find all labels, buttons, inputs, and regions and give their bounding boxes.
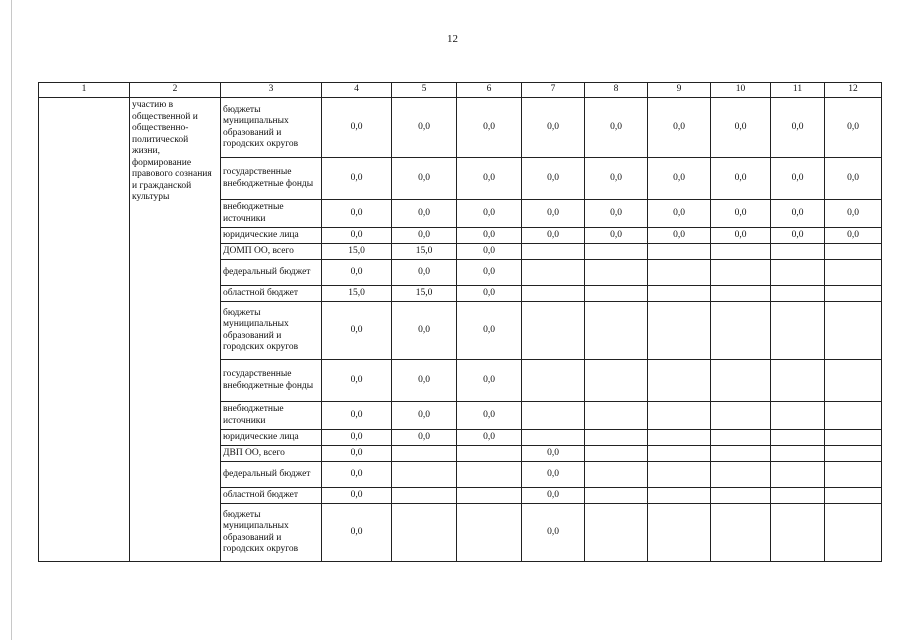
cell-value-col6: 0,0 xyxy=(457,286,522,302)
budget-table xyxy=(38,82,882,562)
cell-value-col7 xyxy=(522,286,585,302)
cell-value-col4: 0,0 xyxy=(322,302,392,360)
cell-value-col11: 0,0 xyxy=(771,228,825,244)
cell-value-col10 xyxy=(711,402,771,430)
cell-value-col4: 0,0 xyxy=(322,200,392,228)
cell-value-col12: 0,0 xyxy=(825,200,882,228)
cell-funding-source: бюджеты муниципальных образований и городских округов xyxy=(221,302,322,360)
cell-value-col4: 0,0 xyxy=(322,360,392,402)
cell-value-col7: 0,0 xyxy=(522,488,585,504)
scan-edge-line xyxy=(11,0,12,640)
cell-value-col8: 0,0 xyxy=(585,200,648,228)
cell-value-col6 xyxy=(457,504,522,562)
cell-value-col7: 0,0 xyxy=(522,446,585,462)
cell-value-col5 xyxy=(392,446,457,462)
cell-value-col5: 0,0 xyxy=(392,98,457,158)
cell-event-description: участию в общественной и общественно-политической жизни, формирование правового сознания и гражданской культуры xyxy=(130,98,221,562)
cell-value-col12 xyxy=(825,488,882,504)
cell-value-col11 xyxy=(771,488,825,504)
cell-value-col12 xyxy=(825,402,882,430)
cell-value-col9 xyxy=(648,488,711,504)
cell-value-col11 xyxy=(771,260,825,286)
cell-value-col12 xyxy=(825,244,882,260)
cell-value-col7: 0,0 xyxy=(522,462,585,488)
cell-value-col5: 15,0 xyxy=(392,244,457,260)
cell-value-col8 xyxy=(585,260,648,286)
cell-value-col7 xyxy=(522,244,585,260)
cell-value-col12 xyxy=(825,430,882,446)
col-header-2: 2 xyxy=(130,83,221,98)
cell-value-col11: 0,0 xyxy=(771,200,825,228)
cell-funding-source: внебюджетные источники xyxy=(221,200,322,228)
cell-value-col12 xyxy=(825,504,882,562)
cell-value-col10 xyxy=(711,488,771,504)
cell-funding-source: государственные внебюджетные фонды xyxy=(221,360,322,402)
cell-value-col11 xyxy=(771,402,825,430)
cell-value-col5: 0,0 xyxy=(392,260,457,286)
cell-value-col10: 0,0 xyxy=(711,200,771,228)
cell-value-col7 xyxy=(522,260,585,286)
cell-value-col9: 0,0 xyxy=(648,98,711,158)
cell-value-col6 xyxy=(457,462,522,488)
cell-funding-source: юридические лица xyxy=(221,430,322,446)
cell-value-col5: 0,0 xyxy=(392,200,457,228)
cell-value-col10 xyxy=(711,446,771,462)
cell-value-col5: 15,0 xyxy=(392,286,457,302)
col-header-4: 4 xyxy=(322,83,392,98)
cell-value-col6: 0,0 xyxy=(457,98,522,158)
cell-value-col9 xyxy=(648,360,711,402)
cell-value-col4: 15,0 xyxy=(322,286,392,302)
cell-value-col5: 0,0 xyxy=(392,158,457,200)
cell-value-col12 xyxy=(825,462,882,488)
header-row xyxy=(39,83,882,98)
cell-value-col9 xyxy=(648,302,711,360)
cell-value-col9 xyxy=(648,286,711,302)
cell-funding-source: федеральный бюджет xyxy=(221,260,322,286)
cell-value-col4: 0,0 xyxy=(322,488,392,504)
col-header-11: 11 xyxy=(771,83,825,98)
cell-value-col8 xyxy=(585,504,648,562)
cell-value-col4: 0,0 xyxy=(322,446,392,462)
cell-value-col5 xyxy=(392,462,457,488)
cell-value-col5: 0,0 xyxy=(392,402,457,430)
cell-value-col9 xyxy=(648,504,711,562)
cell-value-col8 xyxy=(585,402,648,430)
cell-value-col9 xyxy=(648,244,711,260)
cell-funding-source: бюджеты муниципальных образований и городских округов xyxy=(221,504,322,562)
cell-value-col9: 0,0 xyxy=(648,228,711,244)
cell-value-col11: 0,0 xyxy=(771,98,825,158)
cell-value-col12: 0,0 xyxy=(825,158,882,200)
cell-value-col6: 0,0 xyxy=(457,430,522,446)
cell-value-col9 xyxy=(648,462,711,488)
col-header-9: 9 xyxy=(648,83,711,98)
cell-value-col12 xyxy=(825,260,882,286)
cell-value-col5: 0,0 xyxy=(392,302,457,360)
cell-value-col12 xyxy=(825,302,882,360)
cell-value-col10: 0,0 xyxy=(711,228,771,244)
col-header-3: 3 xyxy=(221,83,322,98)
cell-value-col6 xyxy=(457,446,522,462)
cell-value-col6: 0,0 xyxy=(457,228,522,244)
cell-value-col4: 0,0 xyxy=(322,228,392,244)
cell-value-col10 xyxy=(711,286,771,302)
cell-value-col7: 0,0 xyxy=(522,504,585,562)
col-header-10: 10 xyxy=(711,83,771,98)
cell-value-col6: 0,0 xyxy=(457,244,522,260)
cell-funding-source: бюджеты муниципальных образований и городских округов xyxy=(221,98,322,158)
cell-funding-source: ДОМП ОО, всего xyxy=(221,244,322,260)
cell-funding-source: федеральный бюджет xyxy=(221,462,322,488)
cell-value-col11 xyxy=(771,446,825,462)
cell-value-col4: 15,0 xyxy=(322,244,392,260)
col-header-8: 8 xyxy=(585,83,648,98)
cell-value-col11: 0,0 xyxy=(771,158,825,200)
col-header-7: 7 xyxy=(522,83,585,98)
cell-value-col9 xyxy=(648,260,711,286)
cell-value-col5 xyxy=(392,504,457,562)
cell-value-col11 xyxy=(771,302,825,360)
cell-value-col7 xyxy=(522,302,585,360)
cell-value-col12 xyxy=(825,286,882,302)
cell-value-col10 xyxy=(711,430,771,446)
cell-value-col8: 0,0 xyxy=(585,98,648,158)
cell-value-col10 xyxy=(711,462,771,488)
cell-value-col4: 0,0 xyxy=(322,462,392,488)
cell-value-col4: 0,0 xyxy=(322,430,392,446)
cell-value-col7 xyxy=(522,430,585,446)
cell-value-col4: 0,0 xyxy=(322,402,392,430)
cell-value-col6: 0,0 xyxy=(457,302,522,360)
cell-value-col8 xyxy=(585,286,648,302)
cell-value-col8 xyxy=(585,302,648,360)
cell-value-col12: 0,0 xyxy=(825,98,882,158)
cell-funding-source: внебюджетные источники xyxy=(221,402,322,430)
cell-value-col8 xyxy=(585,462,648,488)
cell-value-col11 xyxy=(771,286,825,302)
cell-value-col7 xyxy=(522,402,585,430)
cell-funding-source: областной бюджет xyxy=(221,488,322,504)
table-row xyxy=(39,98,882,158)
cell-value-col9 xyxy=(648,430,711,446)
cell-value-col12 xyxy=(825,360,882,402)
cell-value-col6: 0,0 xyxy=(457,402,522,430)
cell-value-col4: 0,0 xyxy=(322,260,392,286)
cell-value-col7: 0,0 xyxy=(522,200,585,228)
page-number: 12 xyxy=(447,33,458,45)
cell-value-col8 xyxy=(585,446,648,462)
cell-value-col9 xyxy=(648,446,711,462)
cell-value-col9: 0,0 xyxy=(648,200,711,228)
cell-value-col5: 0,0 xyxy=(392,360,457,402)
cell-value-col11 xyxy=(771,462,825,488)
col-header-6: 6 xyxy=(457,83,522,98)
cell-value-col12 xyxy=(825,446,882,462)
cell-value-col6: 0,0 xyxy=(457,200,522,228)
col-header-12: 12 xyxy=(825,83,882,98)
cell-funding-source: юридические лица xyxy=(221,228,322,244)
cell-value-col4: 0,0 xyxy=(322,504,392,562)
cell-value-col8 xyxy=(585,244,648,260)
cell-value-col6: 0,0 xyxy=(457,260,522,286)
cell-value-col8 xyxy=(585,360,648,402)
cell-value-col10 xyxy=(711,504,771,562)
cell-funding-source: ДВП ОО, всего xyxy=(221,446,322,462)
cell-value-col10 xyxy=(711,244,771,260)
cell-value-col8 xyxy=(585,430,648,446)
cell-value-col8: 0,0 xyxy=(585,158,648,200)
cell-value-col10 xyxy=(711,302,771,360)
cell-value-col10: 0,0 xyxy=(711,158,771,200)
cell-value-col5: 0,0 xyxy=(392,228,457,244)
cell-value-col10 xyxy=(711,260,771,286)
cell-value-col7: 0,0 xyxy=(522,98,585,158)
cell-value-col6 xyxy=(457,488,522,504)
cell-value-col11 xyxy=(771,360,825,402)
cell-value-col7: 0,0 xyxy=(522,158,585,200)
cell-value-col5 xyxy=(392,488,457,504)
cell-value-col11 xyxy=(771,430,825,446)
cell-value-col12: 0,0 xyxy=(825,228,882,244)
cell-value-col10: 0,0 xyxy=(711,98,771,158)
cell-value-col8: 0,0 xyxy=(585,228,648,244)
cell-value-col7: 0,0 xyxy=(522,228,585,244)
cell-value-col8 xyxy=(585,488,648,504)
cell-value-col9: 0,0 xyxy=(648,158,711,200)
cell-value-col4: 0,0 xyxy=(322,158,392,200)
col-header-5: 5 xyxy=(392,83,457,98)
cell-funding-source: областной бюджет xyxy=(221,286,322,302)
cell-value-col4: 0,0 xyxy=(322,98,392,158)
cell-value-col6: 0,0 xyxy=(457,360,522,402)
cell-col1-empty xyxy=(39,98,130,562)
cell-value-col7 xyxy=(522,360,585,402)
cell-value-col11 xyxy=(771,504,825,562)
col-header-1: 1 xyxy=(39,83,130,98)
cell-value-col10 xyxy=(711,360,771,402)
cell-funding-source: государственные внебюджетные фонды xyxy=(221,158,322,200)
cell-value-col5: 0,0 xyxy=(392,430,457,446)
cell-value-col6: 0,0 xyxy=(457,158,522,200)
cell-value-col11 xyxy=(771,244,825,260)
cell-value-col9 xyxy=(648,402,711,430)
